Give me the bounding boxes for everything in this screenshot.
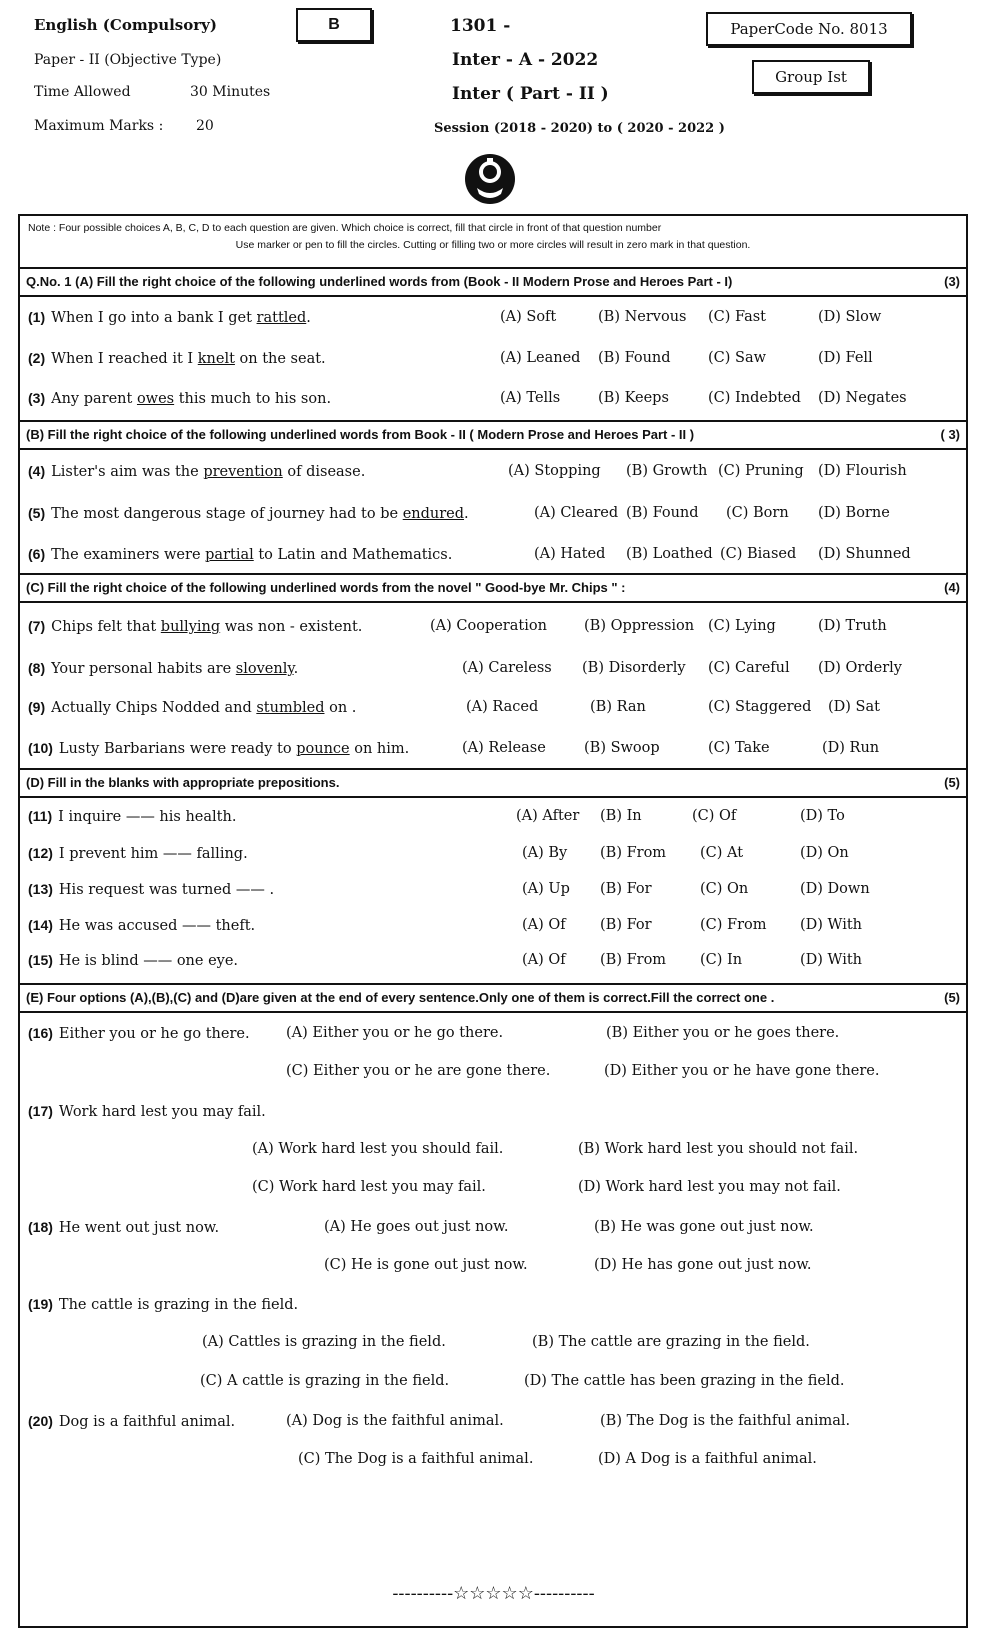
question-number: (20) — [28, 1413, 53, 1429]
section-title: (D) Fill in the blanks with appropriate prepositions. — [26, 775, 340, 790]
question-number: (18) — [28, 1219, 53, 1235]
option-b: (B) Work hard lest you should not fail. — [578, 1141, 859, 1157]
question-stem-end: on him. — [349, 741, 410, 757]
sentence-text: Work hard lest you may fail. — [58, 1104, 266, 1120]
option-c: (C) Take — [708, 740, 770, 756]
question-text — [28, 505, 469, 522]
option-c: (C) The Dog is a faithful animal. — [298, 1451, 534, 1467]
question-number: (2) — [28, 350, 46, 366]
option-d: (D) Work hard lest you may not fail. — [578, 1179, 841, 1195]
option-c: (C) He is gone out just now. — [324, 1257, 528, 1273]
underlined-word: owes — [136, 391, 175, 407]
option-b: (B) Found — [626, 505, 699, 521]
option-b: (B) Loathed — [626, 546, 713, 562]
underlined-word: rattled — [256, 310, 307, 326]
option-d: (D) Borne — [818, 505, 890, 521]
exam-title: Inter - A - 2022 — [452, 50, 599, 70]
version-box: B — [296, 8, 372, 42]
option-b: (B) Keeps — [598, 390, 669, 406]
option-a: (A) Tells — [500, 390, 561, 406]
question-stem-end: this much to his son. — [174, 391, 332, 407]
marks-label: Maximum Marks : — [34, 118, 164, 134]
option-b: (B) Ran — [590, 699, 646, 715]
option-c: (C) At — [700, 845, 744, 861]
question-stem-end: . — [464, 506, 469, 522]
underlined-word: endured — [402, 506, 465, 522]
option-c: (C) Pruning — [718, 463, 804, 479]
sentence-text: He went out just now. — [58, 1220, 220, 1236]
session-label: Session (2018 - 2020) to ( 2020 - 2022 ) — [434, 121, 725, 136]
option-c: (C) In — [700, 952, 743, 968]
question-text — [28, 463, 365, 480]
question-stem: When I go into a bank I get — [51, 310, 257, 326]
option-c: (C) Born — [726, 505, 789, 521]
question-stem: Actually Chips Nodded and — [51, 700, 257, 716]
option-a: (A) Stopping — [508, 463, 601, 479]
option-b: (B) Disorderly — [582, 660, 686, 676]
option-a: (A) Careless — [462, 660, 552, 676]
option-c: (C) Indebted — [708, 390, 801, 406]
question-text — [28, 881, 274, 898]
option-b: (B) Either you or he goes there. — [606, 1025, 840, 1041]
sentence-text: The cattle is grazing in the field. — [58, 1297, 299, 1313]
underlined-word: bullying — [160, 619, 221, 635]
section-b-header — [20, 420, 966, 450]
option-a: (A) Dog is the faithful animal. — [286, 1413, 504, 1429]
option-d: (D) Fell — [818, 350, 873, 366]
option-a: (A) Of — [522, 952, 566, 968]
question-text — [28, 808, 236, 825]
option-d: (D) To — [800, 808, 845, 824]
section-a-header — [20, 267, 966, 297]
question-stem: His request was turned —— . — [58, 882, 275, 898]
option-d: (D) Truth — [818, 618, 887, 634]
underlined-word: pounce — [296, 741, 350, 757]
option-d: (D) With — [800, 917, 863, 933]
option-b: (B) From — [600, 952, 667, 968]
time-label: Time Allowed — [34, 84, 131, 100]
question-stem-end: . — [293, 661, 299, 677]
option-b: (B) For — [600, 917, 652, 933]
option-a: (A) He goes out just now. — [324, 1219, 509, 1235]
option-a: (A) Cattles is grazing in the field. — [202, 1334, 446, 1350]
question-text — [28, 660, 298, 677]
question-number: (19) — [28, 1296, 53, 1312]
question-stem: He was accused —— theft. — [58, 918, 256, 934]
option-c: (C) Staggered — [708, 699, 812, 715]
question-text — [28, 699, 356, 716]
paper-label: Paper - II (Objective Type) — [34, 52, 222, 68]
section-marks: (3) — [944, 274, 960, 289]
sentence-text: Dog is a faithful animal. — [58, 1414, 236, 1430]
option-a: (A) Hated — [534, 546, 606, 562]
option-c: (C) On — [700, 881, 749, 897]
option-b: (B) Oppression — [584, 618, 695, 634]
question-number: (4) — [28, 463, 46, 479]
option-a: (A) Soft — [500, 309, 557, 325]
question-stem: Your personal habits are — [51, 661, 236, 677]
option-b: (B) The cattle are grazing in the field. — [532, 1334, 810, 1350]
question-stem-end: of disease. — [282, 464, 366, 480]
option-c: (C) Either you or he are gone there. — [286, 1063, 551, 1079]
question-stem: When I reached it I — [51, 351, 198, 367]
option-d: (D) On — [800, 845, 849, 861]
section-marks: (5) — [944, 775, 960, 790]
end-mark: ----------☆☆☆☆☆---------- — [392, 1583, 595, 1604]
option-b: (B) Found — [598, 350, 671, 366]
question-number: (8) — [28, 660, 46, 676]
option-a: (A) Work hard lest you should fail. — [252, 1141, 504, 1157]
marks-value: 20 — [196, 118, 214, 134]
option-c: (C) Biased — [720, 546, 797, 562]
question-stem-end: . — [306, 310, 311, 326]
note-line-2: Use marker or pen to fill the circles. Cutting or filling two or more circles will result in zero mark in that question. — [235, 239, 751, 251]
question-stem: Lister's aim was the — [51, 464, 204, 480]
section-title: Q.No. 1 (A) Fill the right choice of the following underlined words from (Book - II Modern Prose and Heroes Part - I) — [26, 274, 733, 289]
option-c: (C) Work hard lest you may fail. — [252, 1179, 486, 1195]
question-number: (14) — [28, 917, 53, 933]
option-b: (B) For — [600, 881, 652, 897]
question-number: (11) — [28, 808, 53, 824]
question-stem: The examiners were — [51, 547, 206, 563]
question-text — [28, 740, 409, 757]
sentence-question — [28, 1025, 250, 1042]
section-title: (C) Fill the right choice of the following underlined words from the novel " Good-bye Mr. Chips " : — [26, 580, 626, 595]
question-stem: Chips felt that — [51, 619, 161, 635]
question-number: (5) — [28, 505, 46, 521]
option-d: (D) A Dog is a faithful animal. — [598, 1451, 817, 1467]
option-d: (D) Either you or he have gone there. — [604, 1063, 880, 1079]
question-stem-end: to Latin and Mathematics. — [253, 547, 453, 563]
option-c: (C) A cattle is grazing in the field. — [200, 1373, 450, 1389]
section-e-header — [20, 983, 966, 1013]
option-c: (C) Careful — [708, 660, 790, 676]
question-number: (6) — [28, 546, 46, 562]
question-text — [28, 952, 238, 969]
underlined-word: partial — [205, 547, 254, 563]
option-d: (D) With — [800, 952, 863, 968]
question-text — [28, 618, 362, 635]
subject-title: English (Compulsory) — [34, 16, 217, 34]
question-text — [28, 390, 331, 407]
option-b: (B) He was gone out just now. — [594, 1219, 814, 1235]
question-stem: Any parent — [51, 391, 137, 407]
sentence-question — [28, 1413, 235, 1430]
question-stem: Lusty Barbarians were ready to — [58, 741, 297, 757]
question-stem: The most dangerous stage of journey had to be — [51, 506, 403, 522]
option-b: (B) The Dog is the faithful animal. — [600, 1413, 851, 1429]
option-d: (D) Run — [822, 740, 880, 756]
underlined-word: prevention — [203, 464, 283, 480]
question-number: (10) — [28, 740, 53, 756]
option-b: (B) Swoop — [584, 740, 660, 756]
note-line-1: Note : Four possible choices A, B, C, D to each question are given. Which choice is correct, fill that circle in front of that question number — [28, 222, 662, 234]
sentence-question — [28, 1296, 298, 1313]
question-stem: I prevent him —— falling. — [58, 846, 248, 862]
option-a: (A) Release — [462, 740, 546, 756]
option-a: (A) Up — [522, 881, 570, 897]
time-value: 30 Minutes — [190, 84, 271, 100]
section-c-header — [20, 573, 966, 603]
section-d-header — [20, 768, 966, 798]
underlined-word: stumbled — [256, 700, 325, 716]
section-marks: (5) — [944, 990, 960, 1005]
paper-code-box: PaperCode No. 8013 — [706, 12, 912, 46]
question-stem-end: was non - existent. — [220, 619, 363, 635]
question-stem-end: on . — [324, 700, 357, 716]
option-d: (D) Negates — [818, 390, 907, 406]
option-d: (D) Sat — [828, 699, 880, 715]
option-c: (C) Saw — [708, 350, 767, 366]
option-a: (A) Leaned — [500, 350, 581, 366]
option-a: (A) Cleared — [534, 505, 619, 521]
option-c: (C) Lying — [708, 618, 776, 634]
option-c: (C) Fast — [708, 309, 767, 325]
question-number: (7) — [28, 618, 46, 634]
question-text — [28, 546, 452, 563]
option-d: (D) Shunned — [818, 546, 911, 562]
option-b: (B) Growth — [626, 463, 708, 479]
question-number: (13) — [28, 881, 53, 897]
question-text — [28, 350, 326, 367]
question-stem: He is blind —— one eye. — [58, 953, 239, 969]
section-marks: ( 3) — [940, 427, 960, 442]
section-title: (B) Fill the right choice of the following underlined words from Book - II ( Modern Prose and Heroes Part - II ) — [26, 427, 695, 442]
question-number: (9) — [28, 699, 46, 715]
section-marks: (4) — [944, 580, 960, 595]
option-d: (D) Flourish — [818, 463, 907, 479]
sentence-question — [28, 1103, 266, 1120]
option-c: (C) From — [700, 917, 767, 933]
question-number: (15) — [28, 952, 53, 968]
question-number: (12) — [28, 845, 53, 861]
option-a: (A) After — [516, 808, 580, 824]
option-b: (B) Nervous — [598, 309, 687, 325]
option-d: (D) The cattle has been grazing in the field. — [524, 1373, 845, 1389]
question-text — [28, 309, 311, 326]
option-a: (A) By — [522, 845, 568, 861]
option-a: (A) Cooperation — [430, 618, 547, 634]
question-number: (16) — [28, 1025, 53, 1041]
section-title: (E) Four options (A),(B),(C) and (D)are given at the end of every sentence.Only one of them is correct.Fill the correct one . — [26, 990, 775, 1005]
question-number: (1) — [28, 309, 46, 325]
option-c: (C) Of — [692, 808, 737, 824]
question-text — [28, 845, 248, 862]
option-d: (D) Orderly — [818, 660, 902, 676]
question-number: (17) — [28, 1103, 53, 1119]
sentence-question — [28, 1219, 219, 1236]
part-title: Inter ( Part - II ) — [452, 84, 609, 104]
board-seal-icon — [463, 152, 517, 206]
option-a: (A) Raced — [466, 699, 539, 715]
question-number: (3) — [28, 390, 46, 406]
option-d: (D) Slow — [818, 309, 882, 325]
question-stem-end: on the seat. — [234, 351, 326, 367]
option-a: (A) Either you or he go there. — [286, 1025, 504, 1041]
question-stem: I inquire —— his health. — [58, 809, 237, 825]
group-box: Group Ist — [752, 60, 870, 94]
underlined-word: knelt — [197, 351, 235, 367]
option-d: (D) He has gone out just now. — [594, 1257, 812, 1273]
question-text — [28, 917, 255, 934]
underlined-word: slovenly — [235, 661, 294, 677]
option-d: (D) Down — [800, 881, 870, 897]
option-b: (B) In — [600, 808, 642, 824]
exam-code: 1301 - — [450, 16, 511, 36]
option-b: (B) From — [600, 845, 667, 861]
sentence-text: Either you or he go there. — [58, 1026, 250, 1042]
instructions-note — [28, 220, 958, 254]
option-a: (A) Of — [522, 917, 566, 933]
